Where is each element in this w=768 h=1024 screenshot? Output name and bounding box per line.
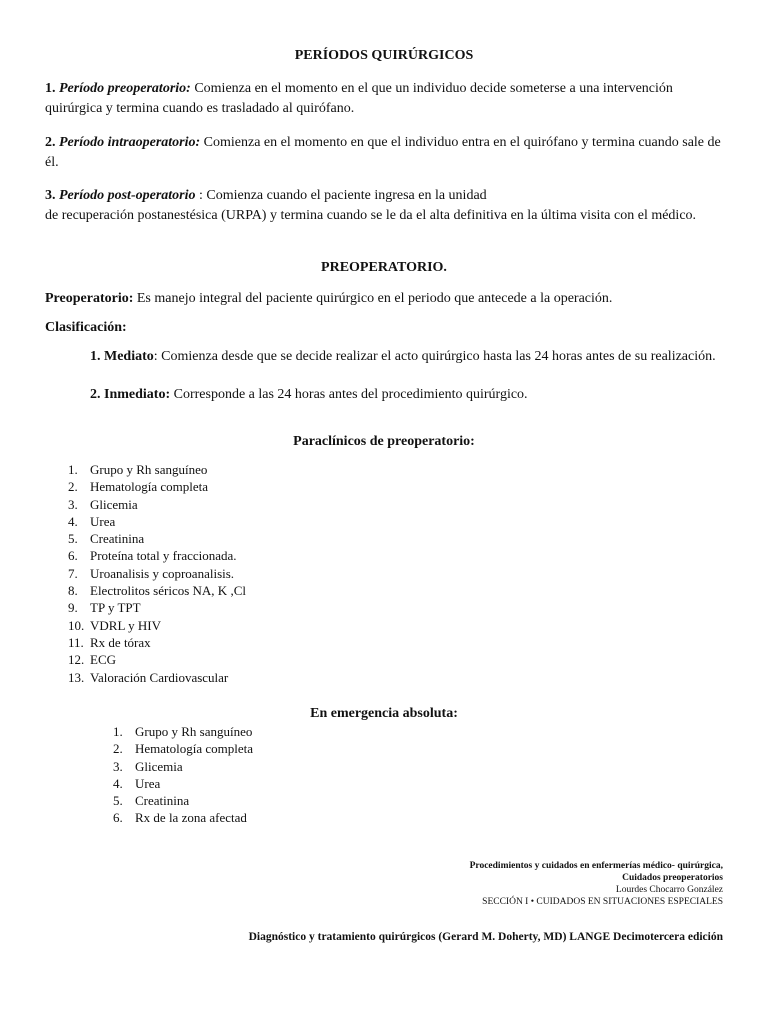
- period-intraoperatorio: [45, 133, 725, 173]
- period-text: Comienza en el momento en que el individuo entra en el quirófano y termina cuando sale de él.: [45, 135, 721, 170]
- classification-inmediato: [90, 385, 725, 404]
- emergency-list: [113, 723, 253, 827]
- list-item: 6. Rx de la zona afectad: [113, 810, 247, 826]
- reference-line: SECCIÓN I • CUIDADOS EN SITUACIONES ESPECIALES: [482, 897, 723, 907]
- reference-line: Lourdes Chocarro González: [615, 885, 723, 895]
- emergency-title: En emergencia absoluta:: [310, 706, 458, 721]
- paraclinicos-title: Paraclínicos de preoperatorio:: [293, 434, 475, 449]
- list-item: 12. ECG: [68, 652, 116, 668]
- period-term: Período post-operatorio: [59, 188, 196, 203]
- list-item: 9. TP y TPT: [68, 600, 141, 616]
- classification-term: 2. Inmediato:: [90, 387, 171, 402]
- period-text-continued: de recuperación postanestésica (URPA) y termina cuando se le da el alta definitiva en la última visita con el médico.: [45, 208, 697, 223]
- list-item: 1. Grupo y Rh sanguíneo: [68, 462, 208, 477]
- list-item: 4. Urea: [113, 775, 161, 791]
- classification-term: 1. Mediato: [90, 349, 154, 364]
- page-title: PERÍODOS QUIRÚRGICOS: [294, 48, 474, 63]
- classification-text: : Comienza desde que se decide realizar el acto quirúrgico hasta las 24 horas antes de su realización.: [153, 349, 716, 364]
- classification-mediato: [90, 347, 725, 366]
- list-item: 3. Glicemia: [68, 496, 138, 512]
- list-item: 8. Electrolitos séricos NA, K ,Cl: [68, 583, 246, 599]
- list-item: 2. Hematología completa: [68, 479, 209, 495]
- reference-line: Cuidados preoperatorios: [622, 873, 723, 883]
- period-postoperatorio: [45, 186, 725, 226]
- classification-text: Corresponde a las 24 horas antes del procedimiento quirúrgico.: [170, 387, 528, 402]
- list-item: 1. Grupo y Rh sanguíneo: [113, 724, 253, 739]
- section-title-preoperatorio: PREOPERATORIO.: [321, 260, 447, 275]
- period-number: 1.: [45, 81, 56, 96]
- final-reference: Diagnóstico y tratamiento quirúrgicos (Gerard M. Doherty, MD) LANGE Decimotercera edición: [248, 931, 723, 943]
- period-text: Comienza en el momento en el que un individuo decide someterse a una intervención quirúrgica y termina cuando es trasladado al quirófano.: [45, 81, 673, 116]
- list-item: 7. Uroanalisis y coproanalisis.: [68, 565, 235, 581]
- classification-label: Clasificación:: [45, 320, 127, 335]
- list-item: 5. Creatinina: [68, 531, 145, 547]
- period-text: : Comienza cuando el paciente ingresa en la unidad: [195, 188, 487, 203]
- preoperatorio-definition: [45, 289, 725, 309]
- list-item: 5. Creatinina: [113, 793, 190, 809]
- list-item: 11. Rx de tórax: [68, 634, 151, 650]
- references-block: [470, 860, 723, 908]
- list-item: 3. Glicemia: [113, 758, 183, 774]
- definition-term: Preoperatorio:: [45, 291, 134, 306]
- period-term: Período preoperatorio:: [59, 81, 191, 96]
- period-preoperatorio: [45, 79, 725, 119]
- period-number: 2.: [45, 135, 56, 150]
- list-item: 2. Hematología completa: [113, 741, 254, 757]
- paraclinicos-list: [68, 461, 246, 686]
- definition-text: Es manejo integral del paciente quirúrgico en el periodo que antecede a la operación.: [133, 291, 613, 306]
- period-number: 3.: [45, 188, 56, 203]
- list-item: 13. Valoración Cardiovascular: [68, 669, 229, 685]
- list-item: 6. Proteína total y fraccionada.: [68, 548, 237, 564]
- period-term: Período intraoperatorio:: [59, 135, 201, 150]
- list-item: 10. VDRL y HIV: [68, 617, 162, 633]
- list-item: 4. Urea: [68, 513, 116, 529]
- reference-line: Procedimientos y cuidados en enfermerías médico- quirúrgica,: [469, 861, 723, 871]
